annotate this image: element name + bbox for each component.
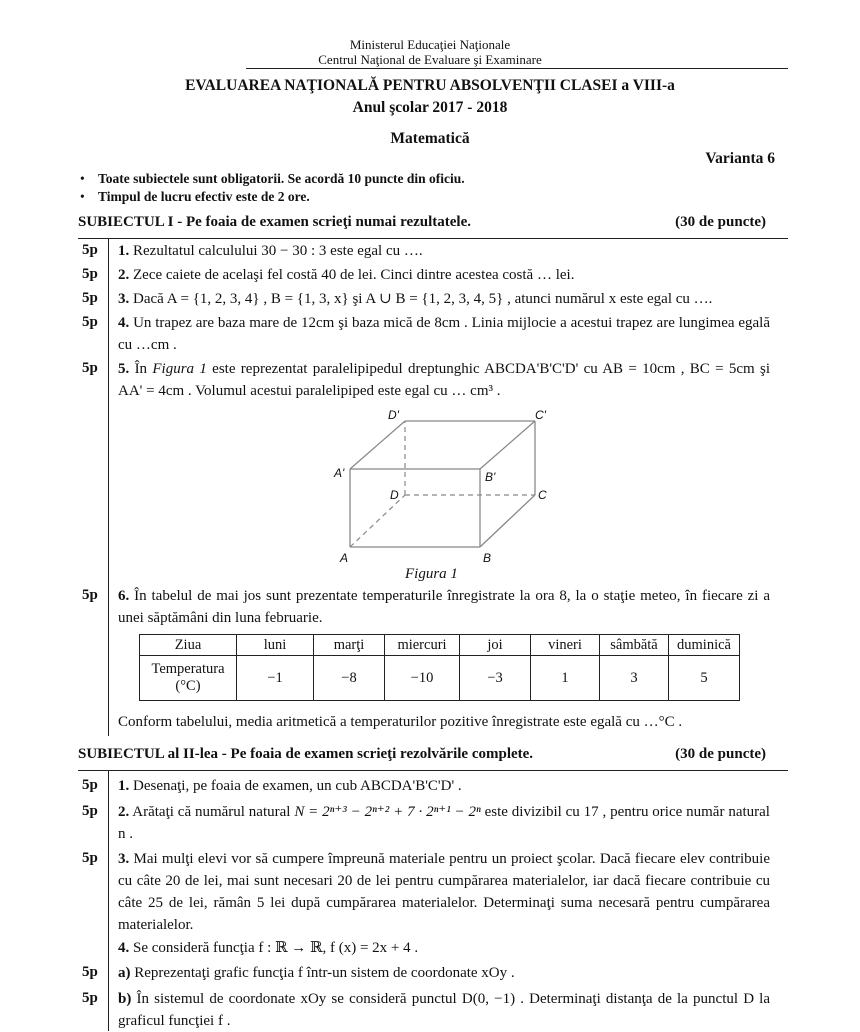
section-2-heading: [78, 746, 766, 763]
instructions-list: [80, 170, 465, 206]
table-header-cell: sâmbătă: [600, 635, 669, 656]
section-2-divider: [78, 770, 788, 771]
vertex-label-b: B: [483, 551, 492, 565]
section-2-title: SUBIECTUL al II-lea - Pe foaia de examen scrieţi rezolvările complete.: [78, 746, 534, 762]
section-2-margin-line: [108, 770, 109, 1031]
section-2-points: (30 de puncte): [675, 746, 766, 762]
table-header-cell: duminică: [669, 635, 740, 656]
exam-title: EVALUAREA NAŢIONALĂ PENTRU ABSOLVENŢII CLASEI a VIII-a: [185, 77, 675, 94]
points-label: 5p: [82, 990, 98, 1006]
question-1-6: 6. În tabelul de mai jos sunt prezentate temperaturile înregistrate la ora 8, la o staţie meteo, în fiecare zi a unei săptămâni din luna februarie.: [118, 588, 770, 626]
table-cell: −3: [460, 656, 531, 701]
section-1-title: SUBIECTUL I - Pe foaia de examen scrieţi numai rezultatele.: [78, 214, 472, 230]
table-row: [140, 656, 740, 701]
question-1-2: 2. Zece caiete de acelaşi fel costă 40 de lei. Cinci dintre acestea costă … lei.: [118, 267, 575, 283]
section-1-divider: [78, 238, 788, 239]
vertex-label-d: D: [390, 488, 399, 502]
table-header-cell: marţi: [314, 635, 385, 656]
section-1-heading: [78, 214, 766, 231]
exam-year: Anul şcolar 2017 - 2018: [352, 99, 508, 116]
table-row-label: Temperatura (°C): [140, 656, 237, 701]
table-cell: −10: [385, 656, 460, 701]
vertex-label-d1: D': [388, 408, 399, 422]
parallelepiped-figure: [330, 405, 560, 565]
instruction-item: • Timpul de lucru efectiv este de 2 ore.: [80, 188, 465, 206]
vertex-label-c: C: [538, 488, 547, 502]
edge-ad-hidden: [350, 495, 405, 547]
table-header-cell: luni: [237, 635, 314, 656]
question-1-3: 3. Dacă A = {1, 2, 3, 4} , B = {1, 3, x} şi A ∪ B = {1, 2, 3, 4, 5} , atunci numărul x este egal cu ….: [118, 291, 713, 307]
section-1-margin-line: [108, 238, 109, 736]
table-header-cell: Ziua: [140, 635, 237, 656]
vertex-label-a1: A': [334, 466, 345, 480]
question-2-1: 1. Desenaţi, pe foaia de examen, un cub ABCDA'B'C'D' .: [118, 778, 462, 794]
table-header-cell: miercuri: [385, 635, 460, 656]
points-label: 5p: [82, 242, 98, 258]
table-header-cell: vineri: [531, 635, 600, 656]
edge-b1c1: [480, 421, 535, 469]
table-cell: −8: [314, 656, 385, 701]
question-1-6-followup: Conform tabelului, media aritmetică a temperaturilor pozitive înregistrate este egală cu …°C .: [118, 714, 683, 730]
points-label: 5p: [82, 360, 98, 376]
header-divider: [246, 68, 788, 69]
points-label: 5p: [82, 777, 98, 793]
edge-bc: [480, 495, 535, 547]
table-cell: 5: [669, 656, 740, 701]
instruction-item: • Toate subiectele sunt obligatorii. Se acordă 10 puncte din oficiu.: [80, 170, 465, 188]
ministry-name: Ministerul Educaţiei Naţionale: [349, 37, 511, 52]
points-label: 5p: [82, 266, 98, 282]
question-2-4b: b) În sistemul de coordonate xOy se consideră punctul D(0, −1) . Determinaţi distanţa de la punctul D la graficul funcţiei f .: [118, 991, 771, 1029]
vertex-label-c1: C': [535, 408, 546, 422]
table-cell: −1: [237, 656, 314, 701]
question-1-5: 5. În Figura 1 este reprezentat paralelipipedul dreptunghic ABCDA'B'C'D' cu AB = 10cm , BC = 5cm şi AA' = 4cm . Volumul acestui paralelipiped este egal cu … cm³ .: [118, 361, 771, 399]
table-cell: 1: [531, 656, 600, 701]
vertex-label-a: A: [340, 551, 349, 565]
question-1-1: 1. Rezultatul calculului 30 − 30 : 3 este egal cu ….: [118, 243, 423, 259]
points-label: 5p: [82, 964, 98, 980]
table-cell: 3: [600, 656, 669, 701]
exam-variant: Varianta 6: [705, 150, 775, 167]
points-label: 5p: [82, 587, 98, 603]
exam-subject: Matematică: [390, 130, 470, 147]
vertex-label-b1: B': [485, 470, 496, 484]
question-2-4a: a) Reprezentaţi grafic funcţia f într-un sistem de coordonate xOy .: [118, 965, 515, 981]
question-2-2: 2. Arătaţi că numărul natural N = 2ⁿ⁺³ − 2ⁿ⁺² + 7 · 2ⁿ⁺¹ − 2ⁿ este divizibil cu 17 , pentru orice număr natural n .: [118, 804, 770, 842]
question-2-3: 3. Mai mulţi elevi vor să cumpere împreună materiale pentru un proiect şcolar. Dacă fiecare elev contribuie cu câte 20 de lei, mai sunt necesari 20 de lei pentru cumpărarea materialelor, iar dacă fiecare contribuie cu câte 25 de lei, rămân 5 lei după cumpărarea materialelor. Determinaţi suma necesară pentru cumpărarea materialelor.: [118, 851, 770, 933]
question-2-4: 4. Se consideră funcţia f : ℝ → ℝ, f (x) = 2x + 4 .: [118, 940, 419, 956]
center-name: Centrul Naţional de Evaluare şi Examinare: [318, 52, 542, 67]
table-header-cell: joi: [460, 635, 531, 656]
points-label: 5p: [82, 290, 98, 306]
section-1-points: (30 de puncte): [675, 214, 766, 230]
temperature-table: [139, 634, 740, 701]
points-label: 5p: [82, 803, 98, 819]
question-1-4: 4. Un trapez are baza mare de 12cm şi baza mică de 8cm . Linia mijlocie a acestui trapez are lungimea egală cu …cm .: [118, 315, 770, 353]
points-label: 5p: [82, 850, 98, 866]
points-label: 5p: [82, 314, 98, 330]
figure-caption: Figura 1: [405, 566, 458, 582]
edge-a1d1: [350, 421, 405, 469]
table-row: [140, 635, 740, 656]
